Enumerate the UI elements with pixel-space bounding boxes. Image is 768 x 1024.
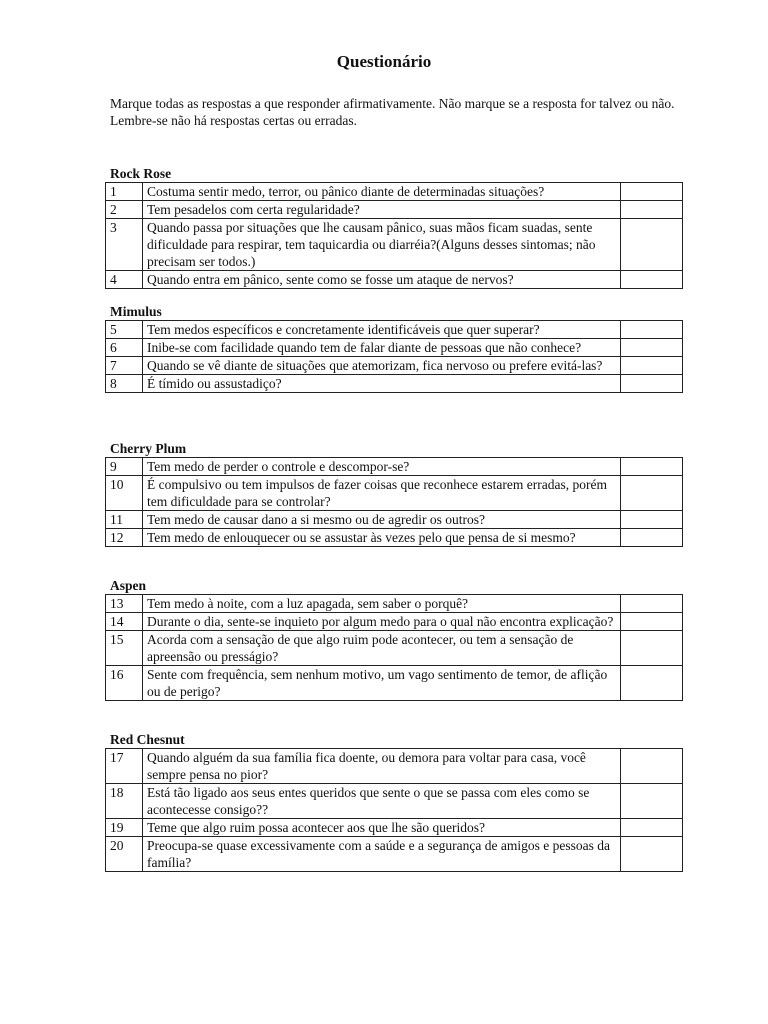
instructions-line-1: Marque todas as respostas a que responder afirmativamente. Não marque se a resposta for talvez ou não. bbox=[110, 96, 675, 111]
table-row bbox=[106, 784, 683, 819]
question-text: Tem pesadelos com certa regularidade? bbox=[143, 201, 621, 219]
question-number: 5 bbox=[106, 321, 143, 339]
question-text: Quando passa por situações que lhe causam pânico, suas mãos ficam suadas, sente dificuldade para respirar, tem taquicardia ou diarréia?(Alguns desses sintomas; não precisam ser todos.) bbox=[143, 219, 621, 271]
question-number: 8 bbox=[106, 375, 143, 393]
question-table bbox=[105, 748, 683, 872]
table-row bbox=[106, 595, 683, 613]
question-text: Tem medo de perder o controle e descompor-se? bbox=[143, 458, 621, 476]
section-red-chesnut bbox=[105, 732, 683, 872]
table-row bbox=[106, 183, 683, 201]
question-text: Costuma sentir medo, terror, ou pânico diante de determinadas situações? bbox=[143, 183, 621, 201]
answer-checkbox-cell[interactable] bbox=[621, 837, 683, 872]
question-number: 6 bbox=[106, 339, 143, 357]
answer-checkbox-cell[interactable] bbox=[621, 339, 683, 357]
question-text: Preocupa-se quase excessivamente com a saúde e a segurança de amigos e pessoas da família? bbox=[143, 837, 621, 872]
table-row bbox=[106, 819, 683, 837]
question-number: 2 bbox=[106, 201, 143, 219]
question-number: 19 bbox=[106, 819, 143, 837]
table-row bbox=[106, 357, 683, 375]
table-row bbox=[106, 511, 683, 529]
question-table bbox=[105, 320, 683, 393]
answer-checkbox-cell[interactable] bbox=[621, 784, 683, 819]
table-row bbox=[106, 201, 683, 219]
question-table bbox=[105, 182, 683, 289]
table-row bbox=[106, 666, 683, 701]
table-row bbox=[106, 837, 683, 872]
answer-checkbox-cell[interactable] bbox=[621, 271, 683, 289]
table-row bbox=[106, 631, 683, 666]
page-title: Questionário bbox=[336, 52, 432, 71]
section-title: Aspen bbox=[110, 578, 147, 593]
question-number: 7 bbox=[106, 357, 143, 375]
instructions bbox=[110, 96, 680, 129]
section-cherry-plum bbox=[105, 441, 683, 547]
section-title: Cherry Plum bbox=[110, 441, 187, 456]
question-number: 3 bbox=[106, 219, 143, 271]
table-row bbox=[106, 271, 683, 289]
section-mimulus bbox=[105, 304, 683, 393]
question-text: Teme que algo ruim possa acontecer aos que lhe são queridos? bbox=[143, 819, 621, 837]
question-text: Inibe-se com facilidade quando tem de falar diante de pessoas que não conhece? bbox=[143, 339, 621, 357]
answer-checkbox-cell[interactable] bbox=[621, 613, 683, 631]
section-title: Mimulus bbox=[110, 304, 162, 319]
table-row bbox=[106, 339, 683, 357]
table-row bbox=[106, 458, 683, 476]
question-number: 14 bbox=[106, 613, 143, 631]
answer-checkbox-cell[interactable] bbox=[621, 201, 683, 219]
answer-checkbox-cell[interactable] bbox=[621, 321, 683, 339]
answer-checkbox-cell[interactable] bbox=[621, 666, 683, 701]
question-number: 1 bbox=[106, 183, 143, 201]
table-row bbox=[106, 749, 683, 784]
table-row bbox=[106, 476, 683, 511]
answer-checkbox-cell[interactable] bbox=[621, 631, 683, 666]
answer-checkbox-cell[interactable] bbox=[621, 819, 683, 837]
table-row bbox=[106, 219, 683, 271]
answer-checkbox-cell[interactable] bbox=[621, 375, 683, 393]
question-text: Tem medo de enlouquecer ou se assustar às vezes pelo que pensa de si mesmo? bbox=[143, 529, 621, 547]
instructions-line-2: Lembre-se não há respostas certas ou erradas. bbox=[110, 112, 358, 128]
question-table bbox=[105, 594, 683, 701]
question-text: Tem medo de causar dano a si mesmo ou de agredir os outros? bbox=[143, 511, 621, 529]
question-number: 4 bbox=[106, 271, 143, 289]
question-number: 20 bbox=[106, 837, 143, 872]
question-number: 18 bbox=[106, 784, 143, 819]
section-title: Red Chesnut bbox=[110, 732, 185, 747]
question-number: 13 bbox=[106, 595, 143, 613]
question-text: Quando se vê diante de situações que atemorizam, fica nervoso ou prefere evitá-las? bbox=[143, 357, 621, 375]
answer-checkbox-cell[interactable] bbox=[621, 458, 683, 476]
answer-checkbox-cell[interactable] bbox=[621, 219, 683, 271]
question-number: 16 bbox=[106, 666, 143, 701]
question-text: Está tão ligado aos seus entes queridos que sente o que se passa com eles como se acontecesse consigo?? bbox=[143, 784, 621, 819]
answer-checkbox-cell[interactable] bbox=[621, 476, 683, 511]
question-text: Tem medo à noite, com a luz apagada, sem saber o porquê? bbox=[143, 595, 621, 613]
question-text: Sente com frequência, sem nenhum motivo, um vago sentimento de temor, de aflição ou de perigo? bbox=[143, 666, 621, 701]
answer-checkbox-cell[interactable] bbox=[621, 529, 683, 547]
answer-checkbox-cell[interactable] bbox=[621, 749, 683, 784]
question-text: Quando entra em pânico, sente como se fosse um ataque de nervos? bbox=[143, 271, 621, 289]
answer-checkbox-cell[interactable] bbox=[621, 595, 683, 613]
question-number: 17 bbox=[106, 749, 143, 784]
table-row bbox=[106, 529, 683, 547]
question-number: 11 bbox=[106, 511, 143, 529]
question-table bbox=[105, 457, 683, 547]
question-number: 15 bbox=[106, 631, 143, 666]
question-number: 12 bbox=[106, 529, 143, 547]
answer-checkbox-cell[interactable] bbox=[621, 511, 683, 529]
answer-checkbox-cell[interactable] bbox=[621, 183, 683, 201]
section-aspen bbox=[105, 578, 683, 701]
answer-checkbox-cell[interactable] bbox=[621, 357, 683, 375]
table-row bbox=[106, 321, 683, 339]
question-text: Durante o dia, sente-se inquieto por algum medo para o qual não encontra explicação? bbox=[143, 613, 621, 631]
table-row bbox=[106, 613, 683, 631]
question-text: Quando alguém da sua família fica doente, ou demora para voltar para casa, você sempre pensa no pior? bbox=[143, 749, 621, 784]
table-row bbox=[106, 375, 683, 393]
section-title: Rock Rose bbox=[110, 166, 172, 181]
question-number: 9 bbox=[106, 458, 143, 476]
question-number: 10 bbox=[106, 476, 143, 511]
question-text: É tímido ou assustadiço? bbox=[143, 375, 621, 393]
question-text: Acorda com a sensação de que algo ruim pode acontecer, ou tem a sensação de apreensão ou presságio? bbox=[143, 631, 621, 666]
section-rock-rose bbox=[105, 166, 683, 289]
question-text: Tem medos específicos e concretamente identificáveis que quer superar? bbox=[143, 321, 621, 339]
question-text: É compulsivo ou tem impulsos de fazer coisas que reconhece estarem erradas, porém tem dificuldade para se controlar? bbox=[143, 476, 621, 511]
